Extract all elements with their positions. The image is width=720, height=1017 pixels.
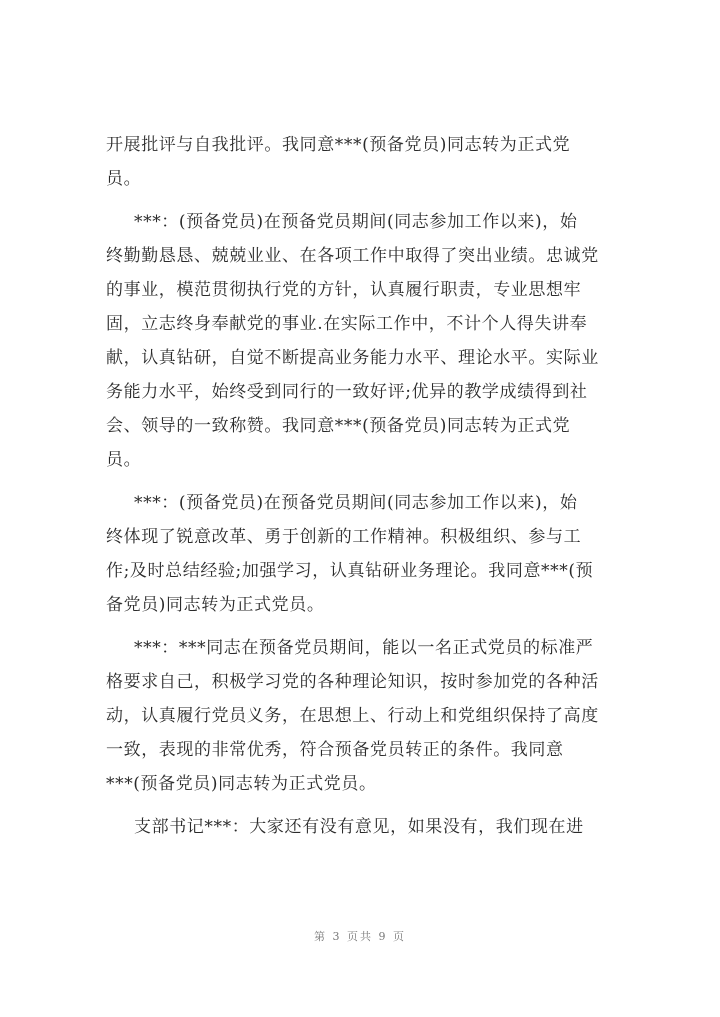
text-line: ***：(预备党员)在预备党员期间(同志参加工作以来)，始 (134, 493, 578, 513)
paragraph-3 (106, 486, 630, 622)
text-line: 献，认真钻研，自觉不断提高业务能力水平、理论水平。实际业 (106, 348, 599, 368)
text-line: 务能力水平，始终受到同行的一致好评;优异的教学成绩得到社 (106, 382, 588, 402)
text-line: 终勤勤恳恳、兢兢业业、在各项工作中取得了突出业绩。忠诚党 (106, 246, 599, 266)
text-line: ***：(预备党员)在预备党员期间(同志参加工作以来)，始 (134, 212, 578, 232)
text-line: 固，立志终身奉献党的事业.在实际工作中，不计个人得失讲奉 (106, 314, 588, 334)
text-line: ***(预备党员)同志转为正式党员。 (106, 774, 377, 794)
text-line: 的事业，模范贯彻执行党的方针，认真履行职责，专业思想牢 (106, 280, 582, 300)
text-line: 员。 (106, 169, 142, 189)
text-line: 备党员)同志转为正式党员。 (106, 595, 325, 615)
paragraph-2 (106, 205, 630, 477)
paragraph-5 (106, 810, 630, 844)
text-line: 作;及时总结经验;加强学习，认真钻研业务理论。我同意***(预 (106, 561, 594, 581)
text-line: ***：***同志在预备党员期间，能以一名正式党员的标准严 (134, 638, 594, 658)
text-line: 一致，表现的非常优秀，符合预备党员转正的条件。我同意 (106, 740, 564, 760)
text-line: 动，认真履行党员义务，在思想上、行动上和党组织保持了高度 (106, 706, 599, 726)
paragraph-1 (106, 128, 630, 196)
page-number-footer: 第 3 页共 9 页 (314, 930, 406, 943)
text-line: 会、领导的一致称赞。我同意***(预备党员)同志转为正式党 (106, 416, 571, 436)
text-line: 终体现了锐意改革、勇于创新的工作精神。积极组织、参与工 (106, 527, 582, 547)
document-body (106, 128, 630, 844)
text-line: 格要求自己，积极学习党的各种理论知识，按时参加党的各种活 (106, 672, 599, 692)
text-line: 员。 (106, 450, 142, 470)
text-line: 支部书记***：大家还有没有意见，如果没有，我们现在进 (134, 817, 584, 837)
text-line: 开展批评与自我批评。我同意***(预备党员)同志转为正式党 (106, 135, 571, 155)
paragraph-4 (106, 631, 630, 801)
